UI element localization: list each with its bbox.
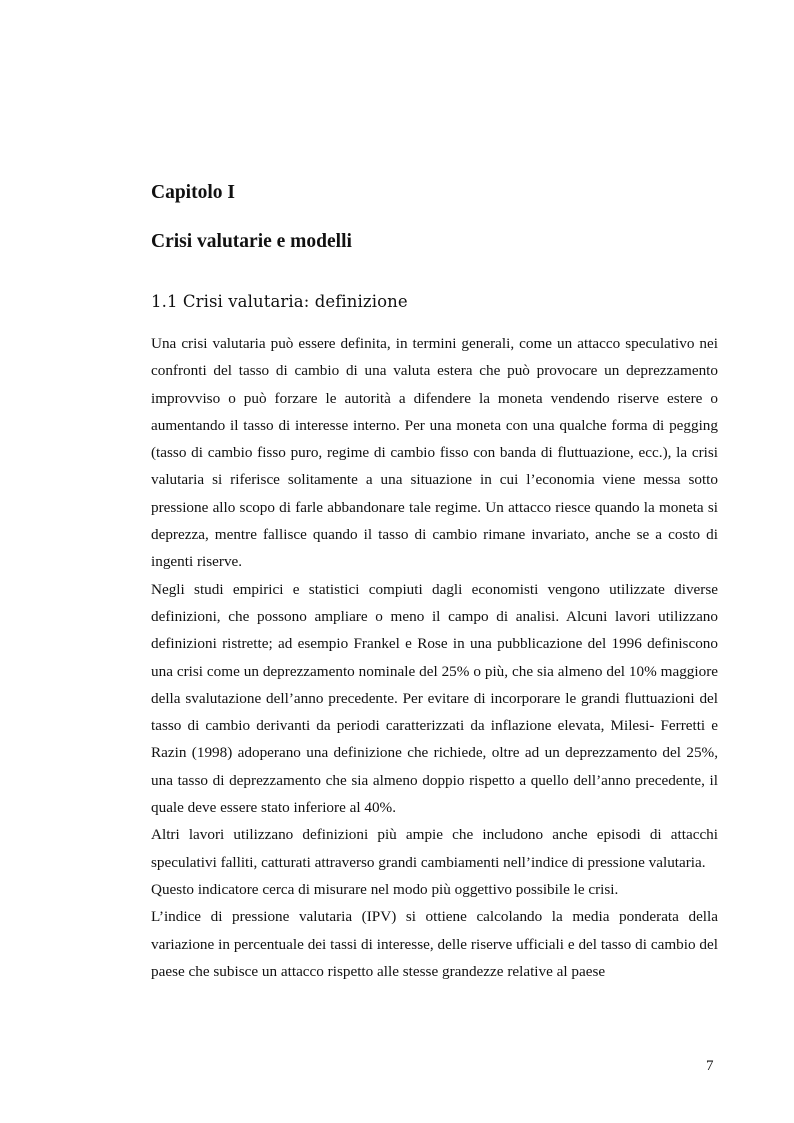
paragraph-crisis-definition: Una crisi valutaria può essere definita, in termini generali, come un attacco speculativo nei confronti del tasso di cambio di una valuta estera che può provocare un deprezzamento improvviso o può forzare le autorità a difendere la moneta vendendo riserve estere o aumentando il tasso di interesse interno. Per una moneta con una qualche forma di pegging (tasso di cambio fisso puro, regime di cambio fisso con banda di fluttuazione, ecc.), la crisi valutaria si riferisce solitamente a una situazione in cui l’economia viene messa sotto pressione allo scopo di farle abbandonare tale regime. Un attacco riesce quando la moneta si deprezza, mentre fallisce quando il tasso di cambio rimane invariato, anche se a costo di ingenti riserve. [151, 335, 718, 571]
section-title: 1.1 Crisi valutaria: definizione [151, 292, 408, 311]
page-number: 7 [706, 1058, 714, 1074]
paragraph-broader-definitions: Altri lavori utilizzano definizioni più ampie che includono anche episodi di attacchi speculativi falliti, catturati attraverso grandi cambiamenti nell’indice di pressione valutaria. [151, 826, 718, 871]
paragraph-indicator: Questo indicatore cerca di misurare nel modo più oggettivo possibile le crisi. [151, 880, 619, 898]
chapter-label: Capitolo I [151, 182, 235, 203]
chapter-title: Crisi valutarie e modelli [151, 231, 352, 252]
paragraph-empirical-definitions: Negli studi empirici e statistici compiuti dagli economisti vengono utilizzate diverse definizioni, che possono ampliare o meno il campo di analisi. Alcuni lavori utilizzano definizioni ristrette; ad esempio Frankel e Rose in una pubblicazione del 1996 definiscono una crisi come un deprezzamento nominale del 25% o più, che sia almeno del 10% maggiore della svalutazione dell’anno precedente. Per evitare di incorporare le grandi fluttuazioni del tasso di cambio derivanti da periodi caratterizzati da inflazione elevata, Milesi- Ferretti e Razin (1998) adoperano una definizione che richiede, oltre ad un deprezzamento del 25%, una tasso di deprezzamento che sia almeno doppio rispetto a quello dell’anno precedente, il quale deve essere stato inferiore al 40%. [151, 580, 718, 817]
paragraph-ipv-index: L’indice di pressione valutaria (IPV) si ottiene calcolando la media ponderata della variazione in percentuale dei tassi di interesse, delle riserve ufficiali e del tasso di cambio del paese che subisce un attacco rispetto alle stesse grandezze relative al paese [151, 908, 718, 980]
body-text [151, 330, 718, 985]
